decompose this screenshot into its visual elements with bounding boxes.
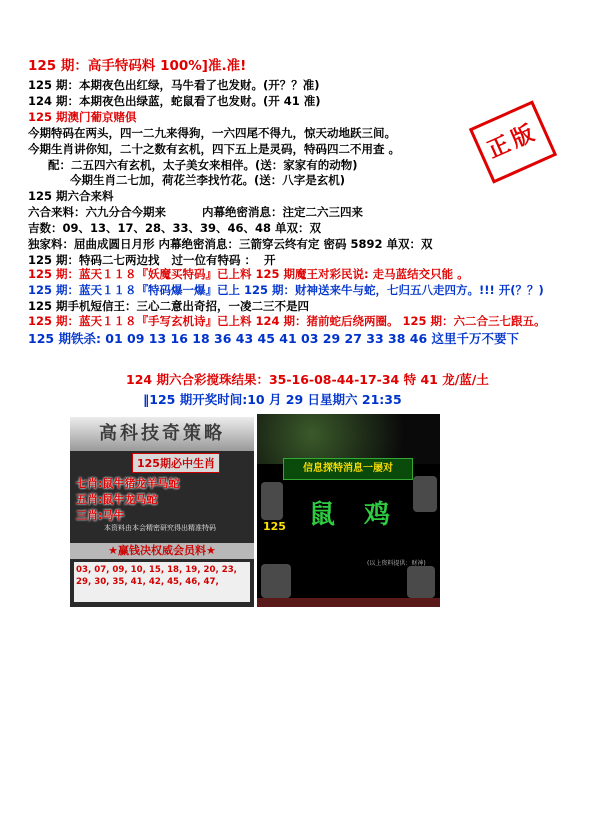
section-heading: 125 期六合来料 <box>28 189 114 203</box>
text-line-blue: 125 期：蓝天１１８『特码爆一爆』已上 125 期：财神送来牛与蛇，七归五八走四方。!!! 开(？？) <box>28 283 544 297</box>
zodiac-photo-image <box>257 414 440 607</box>
text-line: 124 期：本期夜色出绿蓝，蛇鼠看了也发财。(开 41 准) <box>28 94 321 108</box>
photo-signature: (以上资料提供：财神) <box>367 560 426 567</box>
photo-zodiac: 鼠 鸡 <box>309 500 401 530</box>
photo-bottom-strip <box>257 598 440 607</box>
text-line-red: 125 期：蓝天１１８『妖魔买特码』已上料 125 期魔王对彩民说: 走马蓝结交只能 。 <box>28 267 469 281</box>
figure-photo <box>413 476 437 512</box>
text-line: 吉数：09、13、17、28、33、39、46、48 单双：双 <box>28 221 322 235</box>
banner-title: 高科技奇策略 <box>70 417 254 451</box>
banner-numbers: 03, 07, 09, 10, 15, 18, 19, 20, 23, 29, 30, 35, 41, 42, 45, 46, 47, <box>74 562 250 602</box>
draw-time: ‖125 期开奖时间:10 月 29 日星期六 21:35 <box>143 392 402 407</box>
plants-decoration <box>257 414 440 464</box>
zodiac-line: 五肖:鼠牛龙马蛇 <box>76 493 158 506</box>
kill-numbers-line: 125 期铁杀: 01 09 13 16 18 36 43 45 41 03 29 27 33 38 46 这里千万不要下 <box>28 331 519 346</box>
text-line: 125 期：本期夜色出红绿，马牛看了也发财。(开？？准) <box>28 78 320 92</box>
draw-result: 124 期六合彩搅珠结果：35-16-08-44-17-34 特 41 龙/蓝/土 <box>126 372 489 387</box>
photo-period: 125 <box>263 520 286 533</box>
text-line: 125 期：特码二七两边找 过一位有特码 ： 开 <box>28 253 276 267</box>
text-line: 今期生肖二七加，荷花兰李找竹花。(送：八字是玄机) <box>70 173 346 187</box>
text-line: 今期生肖讲你知，二十之数有玄机，四下五上是灵码，特码四二不用查 。 <box>28 142 400 156</box>
text-line: 独家料：屈曲成圆日月形 内幕绝密消息：三箭穿云终有定 密码 5892 单双：双 <box>28 237 433 251</box>
banner-note: 本资料由本会精密研究得出精准特码 <box>104 524 216 532</box>
strategy-banner-image <box>70 417 254 607</box>
zodiac-line: 七肖:鼠牛猪龙羊马蛇 <box>76 477 180 490</box>
section-heading: 125 期澳门葡京赌俱 <box>28 110 137 124</box>
zodiac-line: 三肖:马牛 <box>76 509 125 522</box>
figure-photo <box>261 564 291 598</box>
figure-photo <box>407 566 435 598</box>
text-line-red: 125 期：蓝天１１８『手写玄机诗』已上料 124 期：猪前蛇后绕两圈。 125 期：六二合三七跟五。 <box>28 314 546 328</box>
headline: 125 期：高手特码料 100%]准.准! <box>28 58 247 74</box>
text-line: 125 期手机短信王：三心二意出奇招，一凌二三不是四 <box>28 299 310 313</box>
authentic-stamp: 正版 <box>469 100 557 183</box>
banner-tag: 125期必中生肖 <box>132 453 220 473</box>
text-line: 六合来料：六九分合今期来 内幕绝密消息：注定二六三四来 <box>28 205 364 219</box>
figure-photo <box>261 482 283 520</box>
text-line: 今期特码在两头，四一二九来得狗，一六四尾不得九，惊天动地跃三间。 <box>28 126 396 140</box>
photo-banner: 信息探特消息一屡对 <box>283 458 413 480</box>
text-line: 配：二五四六有玄机，太子美女来相伴。(送：家家有的动物) <box>48 158 358 172</box>
banner-ribbon: ★赢钱决权威会员料★ <box>70 543 254 559</box>
